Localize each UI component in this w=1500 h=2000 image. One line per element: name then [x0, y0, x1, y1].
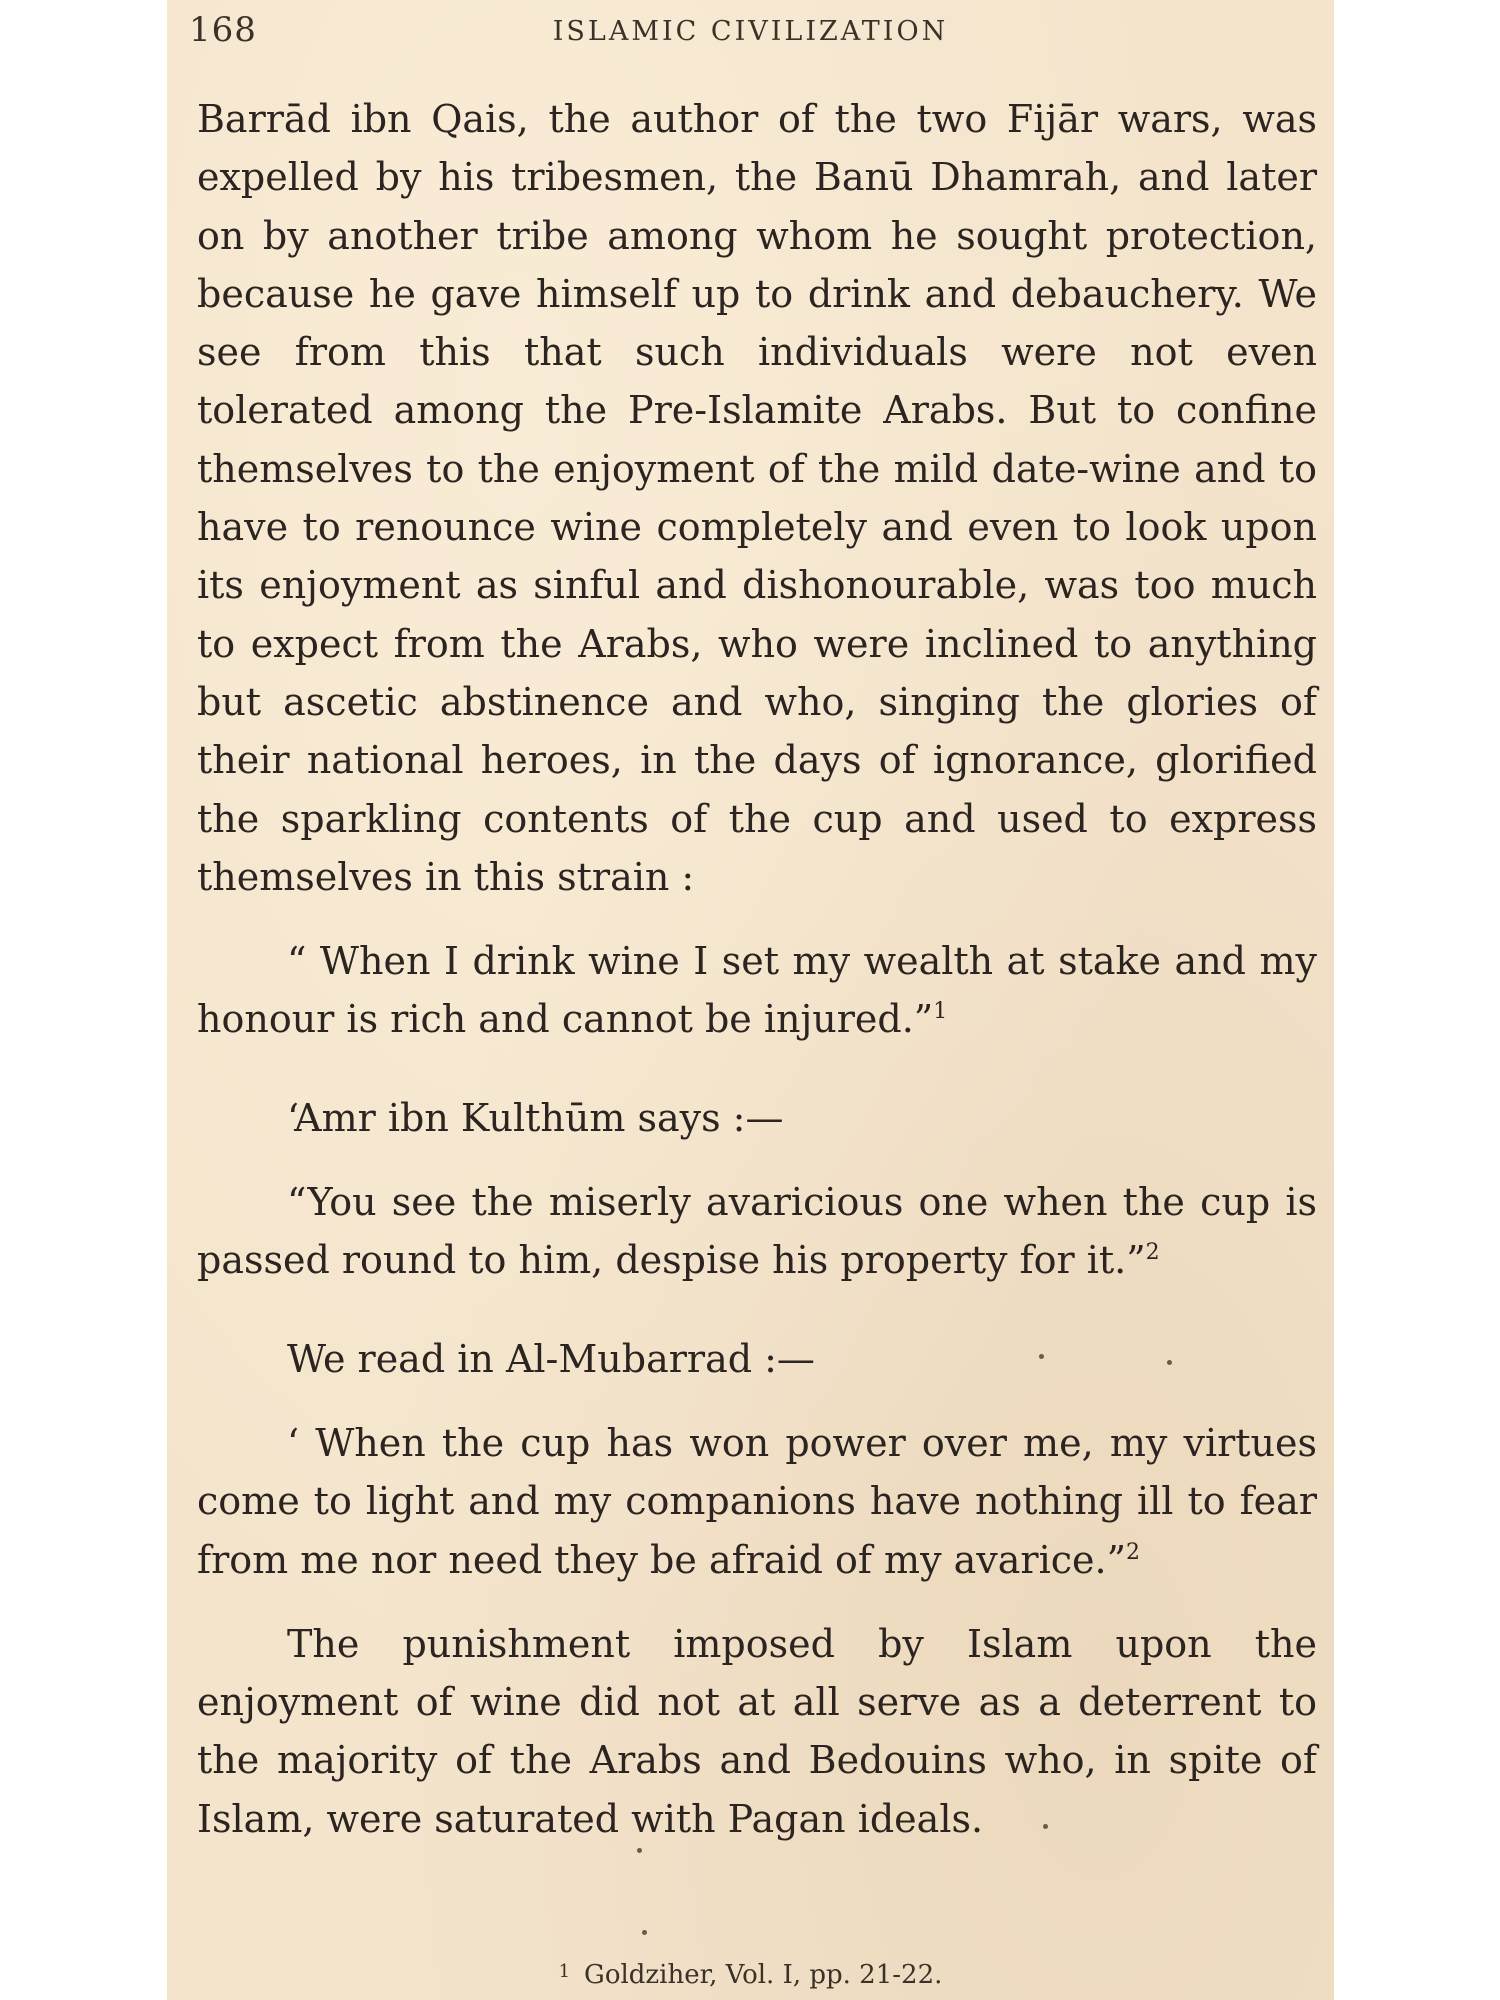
- footnote-ref: 1: [933, 999, 948, 1025]
- footnote-mark: 1: [558, 1961, 571, 1982]
- body-text: [197, 90, 1317, 1848]
- page-number: 168: [189, 10, 257, 50]
- quote-miserly: [197, 1173, 1317, 1290]
- running-head: [167, 6, 1334, 56]
- paragraph-punishment: The punishment imposed by Islam upon the enjoyment of wine did not at all serve as a deterrent to the majority of the Arabs and Bedouins who, in spite of Islam, were saturated with Pagan ideals.: [197, 1621, 1317, 1841]
- quote-wine-wealth: [197, 932, 1317, 1049]
- paper-speck: [637, 1848, 642, 1853]
- footnote-ref: 2: [1145, 1240, 1160, 1266]
- running-title: ISLAMIC CIVILIZATION: [552, 16, 949, 47]
- attribution-amr: ‘Amr ibn Kulthūm says :—: [287, 1095, 784, 1140]
- quote-text: “ When I drink wine I set my wealth at stake and my honour is rich and cannot be injured.”: [197, 939, 1317, 1042]
- paper-speck: [642, 1930, 647, 1935]
- footnote: [167, 1960, 1334, 1990]
- quote-text: “You see the miserly avaricious one when the cup is passed round to him, despise his property for it.”: [197, 1180, 1317, 1283]
- paper-speck: [1039, 1354, 1044, 1359]
- paper-speck: [1167, 1360, 1172, 1365]
- attribution-mubarrad: We read in Al-Mubarrad :—: [287, 1336, 815, 1381]
- book-page: [167, 0, 1334, 2000]
- footnote-ref: 2: [1126, 1539, 1141, 1565]
- quote-cup-power: [197, 1414, 1317, 1589]
- paper-speck: [1043, 1824, 1048, 1829]
- quote-text: ‘ When the cup has won power over me, my virtues come to light and my companions have nothing ill to fear from me nor need they be afraid of my avarice.”: [197, 1420, 1317, 1582]
- paragraph-intro: Barrād ibn Qais, the author of the two Fijār wars, was expelled by his tribesmen, the Banū Dhamrah, and later on by another tribe among whom he sought protection, because he gave himself up to drink and debauchery. We see from this that such individuals were not even tolerated among the Pre-Islamite Arabs. But to confine themselves to the enjoyment of the mild date-wine and to have to renounce wine completely and even to look upon its enjoyment as sinful and dishonourable, was too much to expect from the Arabs, who were inclined to anything but ascetic abstinence and who, singing the glories of their national heroes, in the days of ignorance, glorified the sparkling contents of the cup and used to express themselves in this strain :: [197, 97, 1317, 899]
- footnote-text: Goldziher, Vol. I, pp. 21-22.: [584, 1960, 943, 1990]
